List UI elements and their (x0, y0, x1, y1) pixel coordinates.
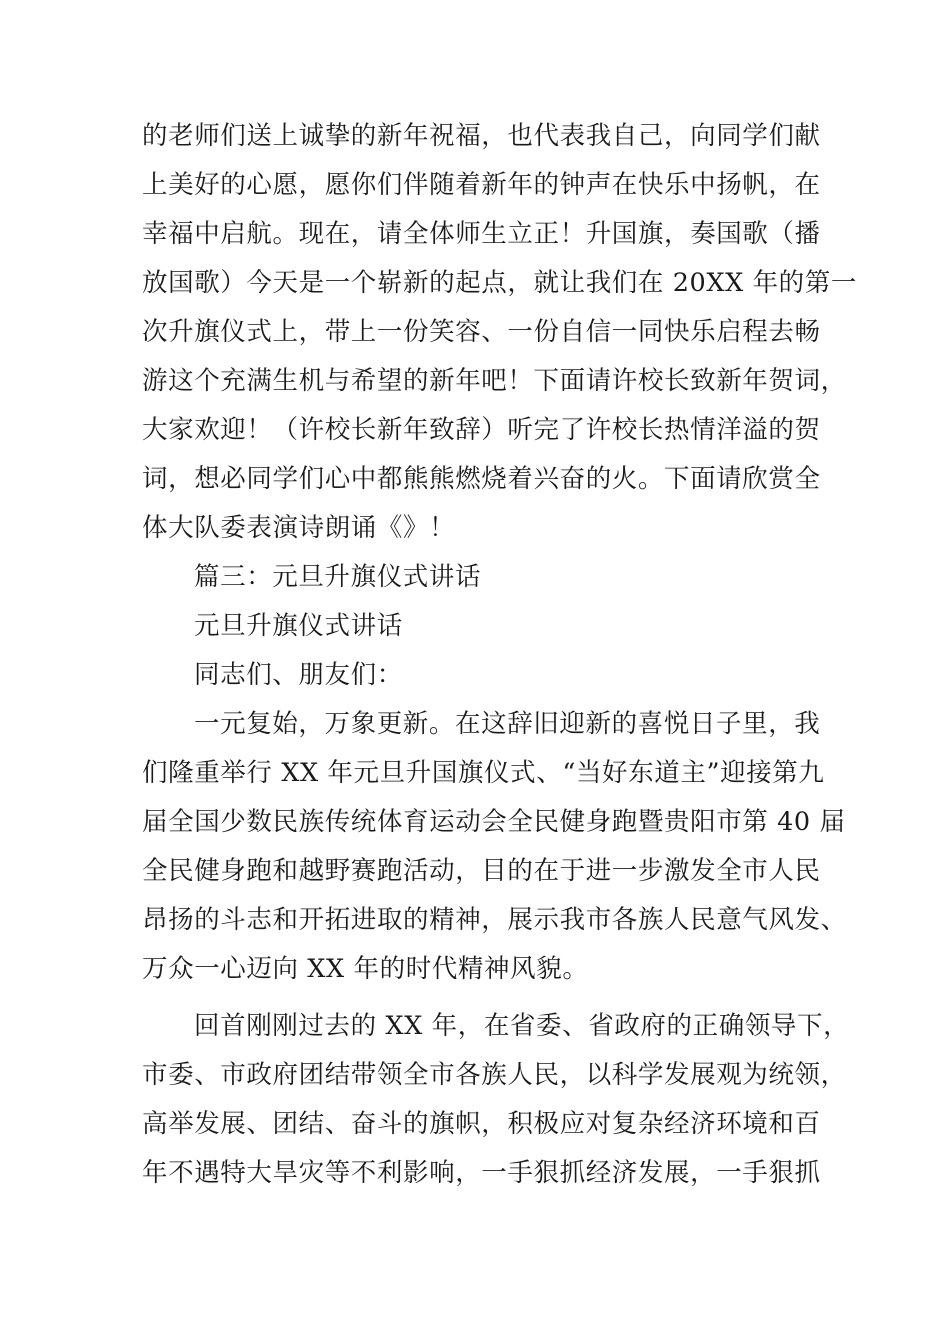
text-line: 上美好的心愿，愿你们伴随着新年的钟声在快乐中扬帆，在 (142, 170, 821, 200)
paragraph-first-line: 回首刚刚过去的 XX 年，在省委、省政府的正确领导下， (194, 1011, 850, 1041)
text-line: 市委、市政府团结带领全市各族人民，以科学发展观为统领， (142, 1060, 847, 1090)
text-line: 届全国少数民族传统体育运动会全民健身跑暨贵阳市第 40 届 (142, 807, 846, 837)
text-line: 们隆重举行 XX 年元旦升国旗仪式、“当好东道主”迎接第九 (142, 758, 825, 788)
text-line: 体大队委表演诗朗诵《》！ (142, 513, 456, 543)
text-line: 放国歌）今天是一个崭新的起点，就让我们在 20XX 年的第一 (142, 268, 857, 298)
text-line: 年不遇特大旱灾等不利影响，一手狠抓经济发展，一手狠抓 (142, 1158, 821, 1188)
paragraph-gap (142, 994, 818, 1002)
text-line: 游这个充满生机与希望的新年吧！下面请许校长致新年贺词， (142, 366, 847, 396)
text-line: 次升旗仪式上，带上一份笑容、一份自信一同快乐启程去畅 (142, 317, 821, 347)
text-line: 的老师们送上诚挚的新年祝福，也代表我自己，向同学们献 (142, 121, 821, 151)
text-line: 万众一心迈向 XX 年的时代精神风貌。 (142, 954, 589, 984)
salutation: 同志们、朋友们： (194, 660, 403, 690)
text-line: 大家欢迎！（许校长新年致辞）听完了许校长热情洋溢的贺 (142, 415, 821, 445)
speech-title: 元旦升旗仪式讲话 (194, 611, 403, 641)
paragraph-first-line: 一元复始，万象更新。在这辞旧迎新的喜悦日子里，我 (194, 709, 821, 739)
text-line: 词，想必同学们心中都熊熊燃烧着兴奋的火。下面请欣赏全 (142, 464, 821, 494)
text-line: 幸福中启航。现在，请全体师生立正！升国旗，奏国歌（播 (142, 219, 821, 249)
text-line: 昂扬的斗志和开拓进取的精神，展示我市各族人民意气风发、 (142, 905, 847, 935)
text-line: 高举发展、团结、奋斗的旗帜，积极应对复杂经济环境和百 (142, 1109, 821, 1139)
section-heading: 篇三：元旦升旗仪式讲话 (194, 562, 482, 592)
document-body (142, 112, 857, 1198)
text-line: 全民健身跑和越野赛跑活动，目的在于进一步激发全市人民 (142, 856, 821, 886)
